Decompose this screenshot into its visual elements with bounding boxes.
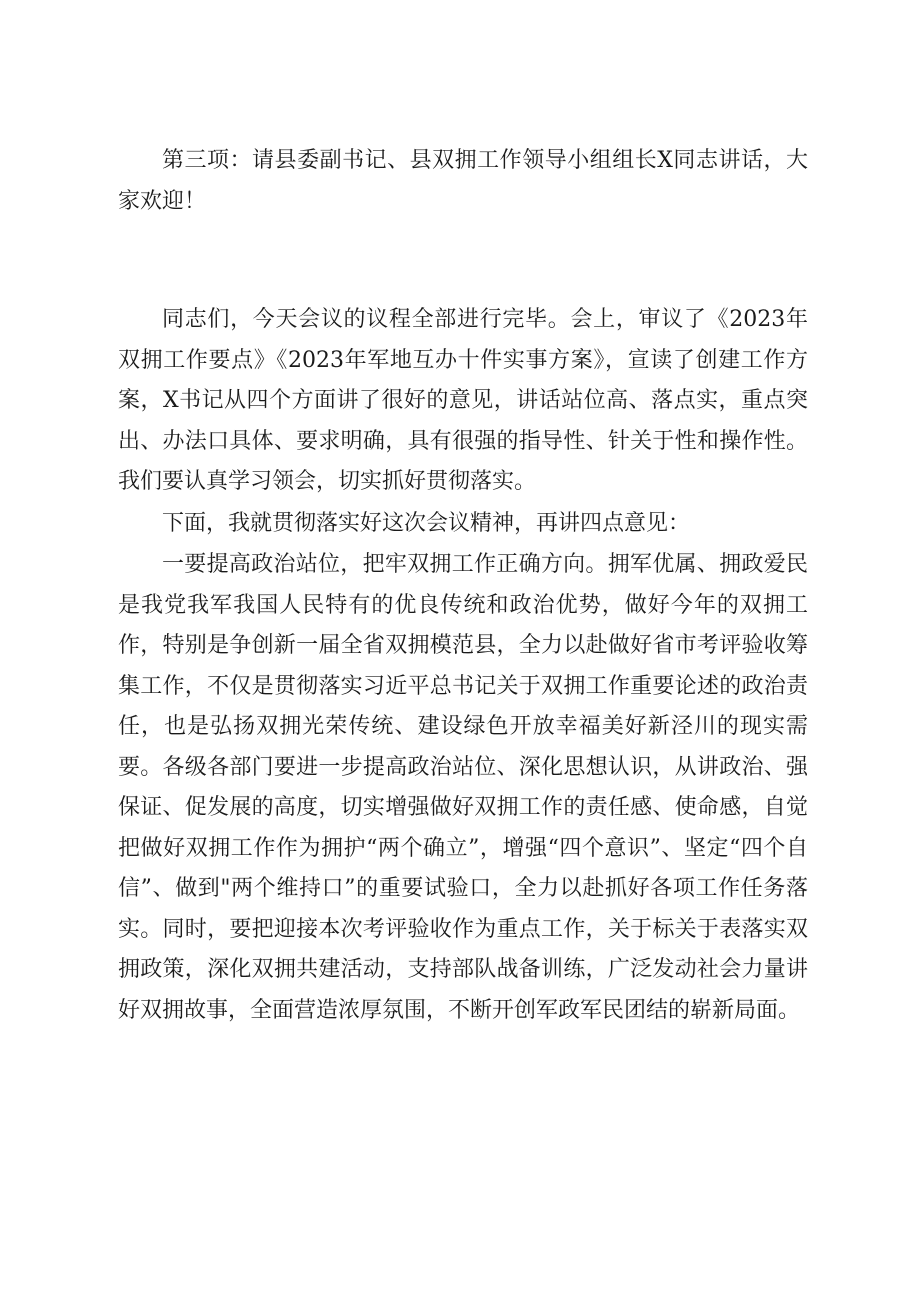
paragraph-point-one: 一要提高政治站位，把牢双拥工作正确方向。拥军优属、拥政爱民是我党我军我国人民特有的优良传统和政治优势，做好今年的双拥工作，特别是争创新一届全省双拥模范县，全力以赴做好省市考评验收筹集工作，不仅是贯彻落实习近平总书记关于双拥工作重要论述的政治责任，也是弘扬双拥光荣传统、建设绿色开放幸福美好新泾川的现实需要。各级各部门要进一步提高政治站位、深化思想认识，从讲政治、强保证、促发展的高度，切实增强做好双拥工作的责任感、使命感，自觉把做好双拥工作作为拥护“两个确立”，增强“四个意识”、坚定“四个自信”、做到"两个维持口”的重要试验口，全力以赴抓好各项工作任务落实。同时，要把迎接本次考评验收作为重点工作，关于标关于表落实双拥政策，深化双拥共建活动，支持部队战备训练，广泛发动社会力量讲好双拥故事，全面营造浓厚氛围，不断开创军政军民团结的崭新局面。 [118, 552, 808, 1023]
paragraph-agenda-item: 第三项：请县委副书记、县双拥工作领导小组组长X同志讲话，大家欢迎！ [118, 148, 808, 214]
paragraph-transition: 下面，我就贯彻落实好这次会议精神，再讲四点意见： [162, 511, 691, 536]
paragraph-meeting-summary: 同志们，今天会议的议程全部进行完毕。会上，审议了《2023年双拥工作要点》《2023年军地互办十件实事方案》，宣读了创建工作方案，X书记从四个方面讲了很好的意见，讲话站位高、落点实，重点突出、办法口具体、要求明确，具有很强的指导性、针关于性和操作性。我们要认真学习领会，切实抓好贯彻落实。 [118, 307, 808, 494]
